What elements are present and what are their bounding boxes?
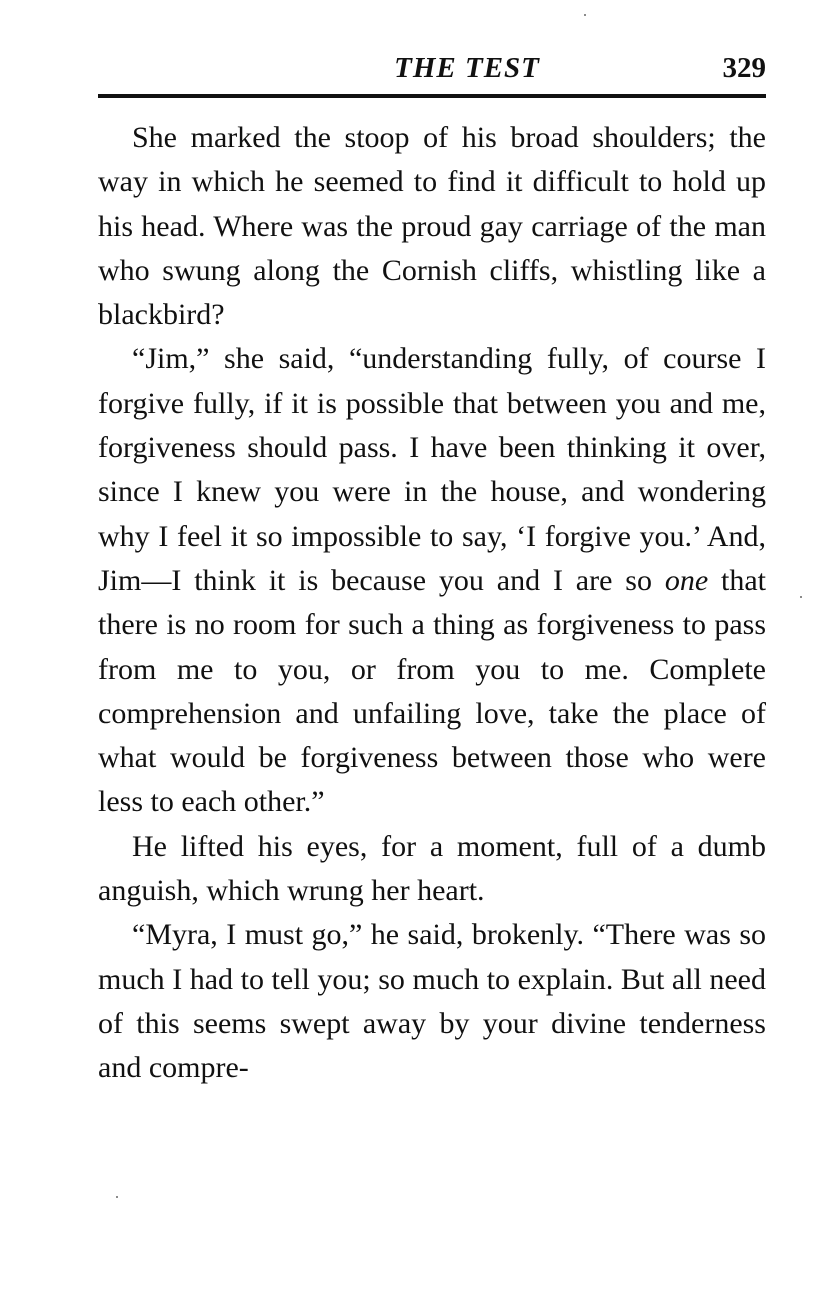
paragraph-2-text-before: “Jim,” she said, “understanding fully, of course I forgive fully, if it is possible that between you and me, forgiveness should pass. I have been thinking it over, since I knew you were in the house, and wondering why I feel it so impossible to say, ‘I forgive you.’ And, Jim—I think it is because you and I are so [98, 342, 766, 597]
paragraph-2-emphasis: one [664, 563, 709, 597]
scan-speck [584, 14, 586, 16]
page-number: 329 [722, 52, 766, 84]
header-rule [98, 94, 766, 98]
running-title: THE TEST [394, 52, 540, 84]
paragraph-3 [98, 825, 766, 914]
paragraph-4 [98, 913, 766, 1090]
paragraph-2-text-after: that there is no room for such a thing as forgiveness to pass from me to you, or from you to me. Complete comprehension and unfailing love, take the place of what would be forgiveness between those who were less to each other.” [98, 563, 766, 819]
paragraph-1-text: She marked the stoop of his broad shoulders; the way in which he seemed to find it difficult to hold up his head. Where was the proud gay carriage of the man who swung along the Cornish cliffs, whistling like a blackbird? [98, 121, 766, 332]
body-text [98, 116, 766, 1091]
paragraph-2 [98, 337, 766, 824]
book-page [98, 52, 766, 1091]
paragraph-1 [98, 116, 766, 337]
scan-speck [116, 1196, 118, 1198]
running-header [98, 52, 766, 92]
scan-speck [800, 596, 802, 598]
paragraph-4-text: “Myra, I must go,” he said, brokenly. “There was so much I had to tell you; so much to explain. But all need of this seems swept away by your divine tenderness and compre- [98, 918, 766, 1085]
paragraph-3-text: He lifted his eyes, for a moment, full of a dumb anguish, which wrung her heart. [98, 829, 766, 908]
